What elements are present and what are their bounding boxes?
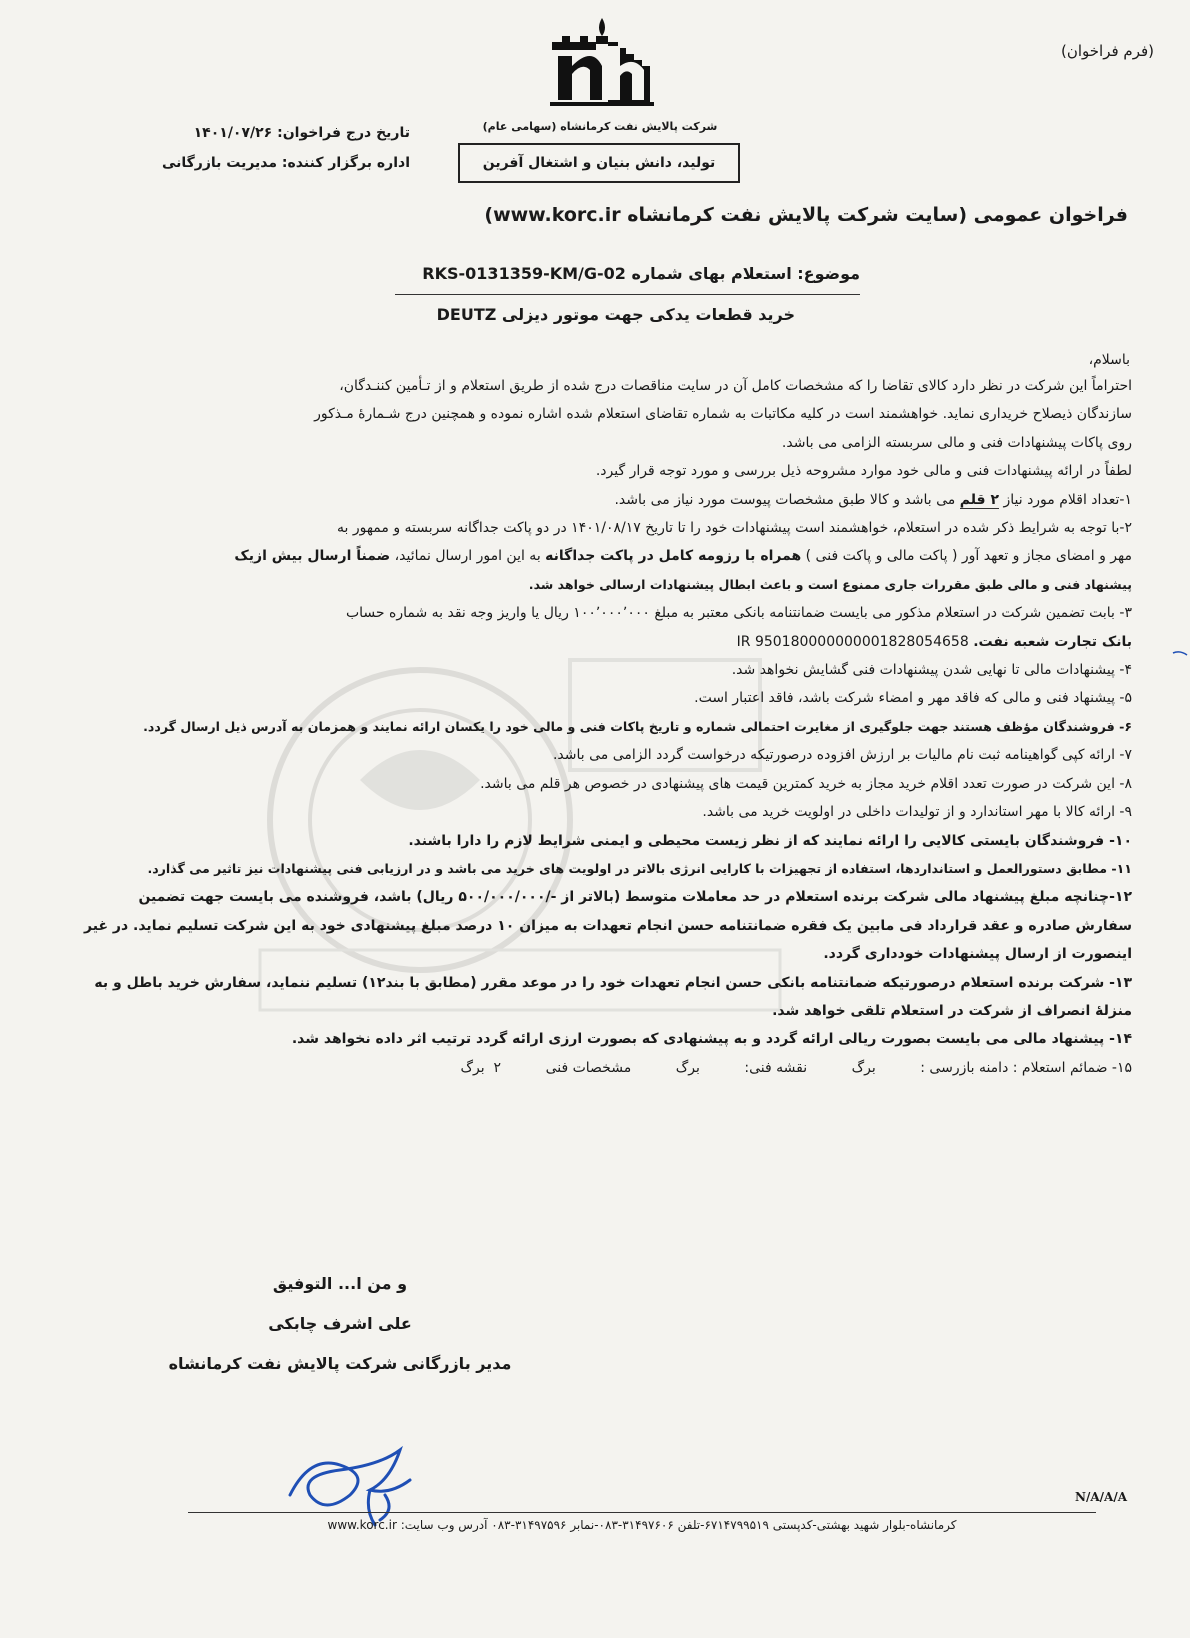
- item-1: ۱-تعداد اقلام مورد نیاز ۲ قلم می باشد و کالا طبق مشخصات پیوست مورد نیاز می باشد.: [614, 491, 1132, 508]
- item-2-line-2: مهر و امضای مجاز و تعهد آور ( پاکت مالی و پاکت فنی ) همراه با رزومه کامل در پاکت جداگانه به این امور ارسال نمائید، ضمناً ارسال بیش ازیک: [234, 548, 1132, 565]
- margin-mark-icon: [1172, 650, 1188, 656]
- slogan-box: [458, 143, 740, 183]
- footer-divider: [188, 1512, 1096, 1513]
- body-text: [44, 372, 1132, 1082]
- announcement-date: تاریخ درج فراخوان: ۱۴۰۱/۰۷/۲۶: [193, 125, 410, 141]
- item-10: ۱۰- فروشندگان بایستی کالایی را ارائه نمایند که از نظر زیست محیطی و ایمنی شرایط لازم را دارا باشند.: [408, 832, 1132, 849]
- reference-code: N/A/A/A: [1075, 1490, 1128, 1504]
- subject-underline: [395, 294, 860, 295]
- item-13-line-2: منزلۀ انصراف از شرکت در استعلام تلقی خواهد شد.: [772, 1002, 1132, 1019]
- headline: فراخوان عمومی (سایت شرکت پالایش نفت کرمانشاه www.korc.ir): [484, 204, 1128, 226]
- intro-line-3: روی پاکات پیشنهادات فنی و مالی سربسته الزامی می باشد.: [781, 434, 1132, 451]
- intro-line-4: لطفاً در ارائه پیشنهادات فنی و مالی خود موارد مشروحه ذیل بررسی و مورد توجه قرار گیرد.: [595, 463, 1132, 480]
- item-3-line-1: ۳- بابت تضمین شرکت در استعلام مذکور می بایست ضمانتنامه بانکی معتبر به مبلغ ۱۰۰٬۰۰۰٬۰۰۰ ریال یا واریز وجه نقد به شماره حساب: [345, 605, 1132, 622]
- company-logo-icon: [548, 16, 656, 108]
- announcement-meta: [110, 118, 410, 178]
- item-5: ۵- پیشنهاد فنی و مالی که فاقد مهر و امضاء شرکت باشد، فاقد اعتبار است.: [694, 690, 1132, 707]
- item-12-line-2: سفارش صادره و عقد قرارداد فی مابین یک فقره ضمانتنامه حسن انجام تعهدات به میزان ۱۰ درصد مبلغ پیشنهادی خود به این شرکت تسلیم نماید. در غیر: [84, 917, 1132, 934]
- closing-phrase: و من ا... التوفیق: [272, 1274, 408, 1293]
- item-12-line-3: اینصورت از ارسال پیشنهادات خودداری گردد.: [823, 946, 1132, 963]
- intro-line-1: احتراماً این شرکت در نظر دارد کالای تقاضا را که مشخصات کامل آن در سایت مناقصات درج شده از طریق استعلام و از تـأمین کننـدگان،: [339, 378, 1132, 394]
- item-1-quantity: ۲ قلم: [959, 491, 1000, 508]
- item-6: ۶- فروشندگان مؤظف هستند جهت جلوگیری از مغایرت احتمالی شماره و تاریخ پاکات فنی و مالی خود را یکسان ارائه نمایند و همزمان به آدرس ذیل ارسال گردد.: [143, 718, 1132, 734]
- item-2-line-1: ۲-با توجه به شرایط ذکر شده در استعلام، خواهشمند است پیشنهادات خود را تا تاریخ ۱۴۰۱/۰۸/۱۷ در دو پاکت جداگانه سربسته و ممهور به: [337, 520, 1132, 537]
- item-14: ۱۴- پیشنهاد مالی می بایست بصورت ریالی ارائه گردد و به پیشنهادی که بصورت ارزی ارائه گردد ترتیب اثر داده نخواهد شد.: [291, 1031, 1132, 1048]
- subject-line-2: خرید قطعات یدکی جهت موتور دیزلی DEUTZ: [436, 305, 795, 324]
- signatory-title: مدیر بازرگانی شرکت پالایش نفت کرمانشاه: [168, 1354, 512, 1373]
- item-3-line-2: بانک تجارت شعبه نفت. IR 950180000000001828054658: [736, 633, 1132, 650]
- greeting: باسلام،: [1088, 352, 1130, 368]
- signature-block: [160, 1264, 520, 1384]
- footer-address: کرمانشاه-بلوار شهید بهشتی-کدپستی ۶۷۱۴۷۹۹۵۱۹-تلفن ۳۱۴۹۷۶۰۶-۰۸۳-نمابر ۳۱۴۹۷۵۹۶-۰۸۳ آدرس وب سایت: www.korc.ir: [327, 1518, 957, 1532]
- item-4: ۴- پیشنهادات مالی تا نهایی شدن پیشنهادات فنی گشایش نخواهد شد.: [731, 662, 1132, 679]
- subject-line-1: موضوع: استعلام بهای شماره RKS-0131359-KM/G-02: [422, 264, 860, 283]
- item-13-line-1: ۱۳- شرکت برنده استعلام درصورتیکه ضمانتنامه بانکی حسن انجام تعهدات خود را در موعد مقرر (مطابق با بند۱۲) تسلیم ننماید، سفارش خرید باطل و به: [94, 974, 1132, 991]
- intro-line-2: سازندگان ذیصلاح خریداری نماید. خواهشمند است در کلیه مکاتبات به شماره تقاضای استعلام شده اشاره نموده و همچنین درج شـمارۀ مـذکور: [314, 406, 1132, 423]
- item-8: ۸- این شرکت در صورت تعدد اقلام خرید مجاز به خرید کمترین قیمت های پیشنهادی در خصوص هر قلم می باشد.: [480, 775, 1132, 792]
- signatory-name: علی اشرف چابکی: [268, 1314, 412, 1333]
- item-12-line-1: ۱۲-چنانچه مبلغ پیشنهاد مالی شرکت برنده استعلام در حد معاملات متوسط (بالاتر از -/۵۰۰/۰۰۰/۰۰۰ ریال) باشد، فروشنده می بایست جهت تضمین: [138, 889, 1132, 906]
- bank-account-number: IR 950180000000001828054658: [736, 633, 969, 650]
- organizing-department: اداره برگزار کننده: مدیریت بازرگانی: [161, 155, 410, 171]
- item-15: ۱۵- ضمائم استعلام : دامنه بازرسی : برگ نقشه فنی: برگ مشخصات فنی ۲ برگ: [460, 1059, 1132, 1076]
- slogan-text: تولید، دانش بنیان و اشتغال آفرین: [482, 155, 716, 171]
- item-7: ۷- ارائه کپی گواهینامه ثبت نام مالیات بر ارزش افزوده درصورتیکه درخواست گردد الزامی می باشد.: [552, 747, 1132, 764]
- item-9: ۹- ارائه کالا با مهر استاندارد و از تولیدات داخلی در اولویت خرید می باشد.: [702, 804, 1132, 821]
- company-name: شرکت پالایش نفت کرمانشاه (سهامی عام): [482, 120, 718, 133]
- item-2-line-3: پیشنهاد فنی و مالی طبق مقررات جاری ممنوع است و باعث ابطال پیشنهادات ارسالی خواهد شد.: [528, 576, 1132, 592]
- item-11: ۱۱- مطابق دستورالعمل و استانداردها، استفاده از تجهیزات با کارایی انرژی بالاتر در اولویت های خرید می باشد و در ارزیابی فنی پیشنهادات نیز تاثیر می گذارد.: [147, 860, 1132, 876]
- form-type-label: (فرم فراخوان): [1060, 42, 1154, 60]
